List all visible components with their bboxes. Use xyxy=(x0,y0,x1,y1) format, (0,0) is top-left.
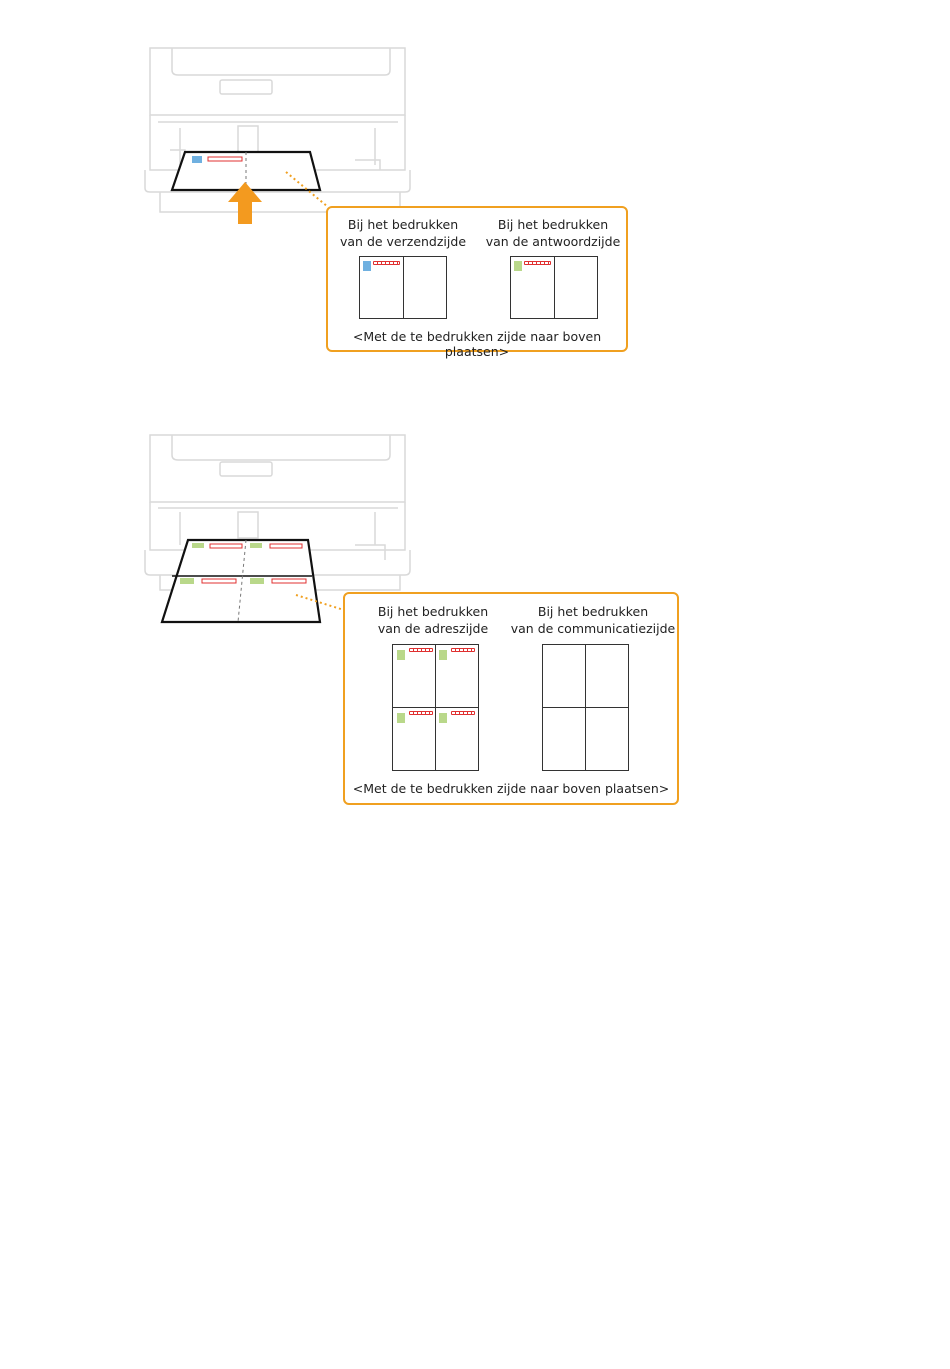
zip-code-box xyxy=(409,648,433,652)
quad-postcard-address-side xyxy=(392,644,479,771)
zip-code-box xyxy=(409,711,433,715)
callout-right-title: Bij het bedrukken van de antwoordzijde xyxy=(485,217,621,249)
stamp-icon xyxy=(439,650,447,660)
quad-postcard-in-tray xyxy=(162,540,320,622)
stamp-icon xyxy=(397,650,405,660)
zip-code-box xyxy=(524,261,551,265)
callout-left-title: Bij het bedrukken van de adreszijde xyxy=(377,604,489,636)
figure-printer-quad-postcard xyxy=(0,430,950,820)
callout-caption: <Met de te bedrukken zijde naar boven plaatsen> xyxy=(352,781,670,796)
callout-left-title: Bij het bedrukken van de verzendzijde xyxy=(339,217,467,249)
stamp-icon xyxy=(397,713,405,723)
orientation-callout xyxy=(343,592,679,805)
figure-printer-reply-postcard xyxy=(0,0,950,380)
stamp-icon xyxy=(439,713,447,723)
zip-code-box xyxy=(451,648,475,652)
stamp-icon xyxy=(363,261,371,271)
postcard-reply-side xyxy=(510,256,598,319)
quad-postcard-communication-side xyxy=(542,644,629,771)
postcard-send-side xyxy=(359,256,447,319)
callout-right-title: Bij het bedrukken van de communicatiezijde xyxy=(510,604,676,636)
zip-code-box xyxy=(451,711,475,715)
zip-code-box xyxy=(373,261,400,265)
stamp-icon xyxy=(514,261,522,271)
orientation-callout xyxy=(326,206,628,359)
callout-caption: <Met de te bedrukken zijde naar boven plaatsen> xyxy=(352,329,602,359)
